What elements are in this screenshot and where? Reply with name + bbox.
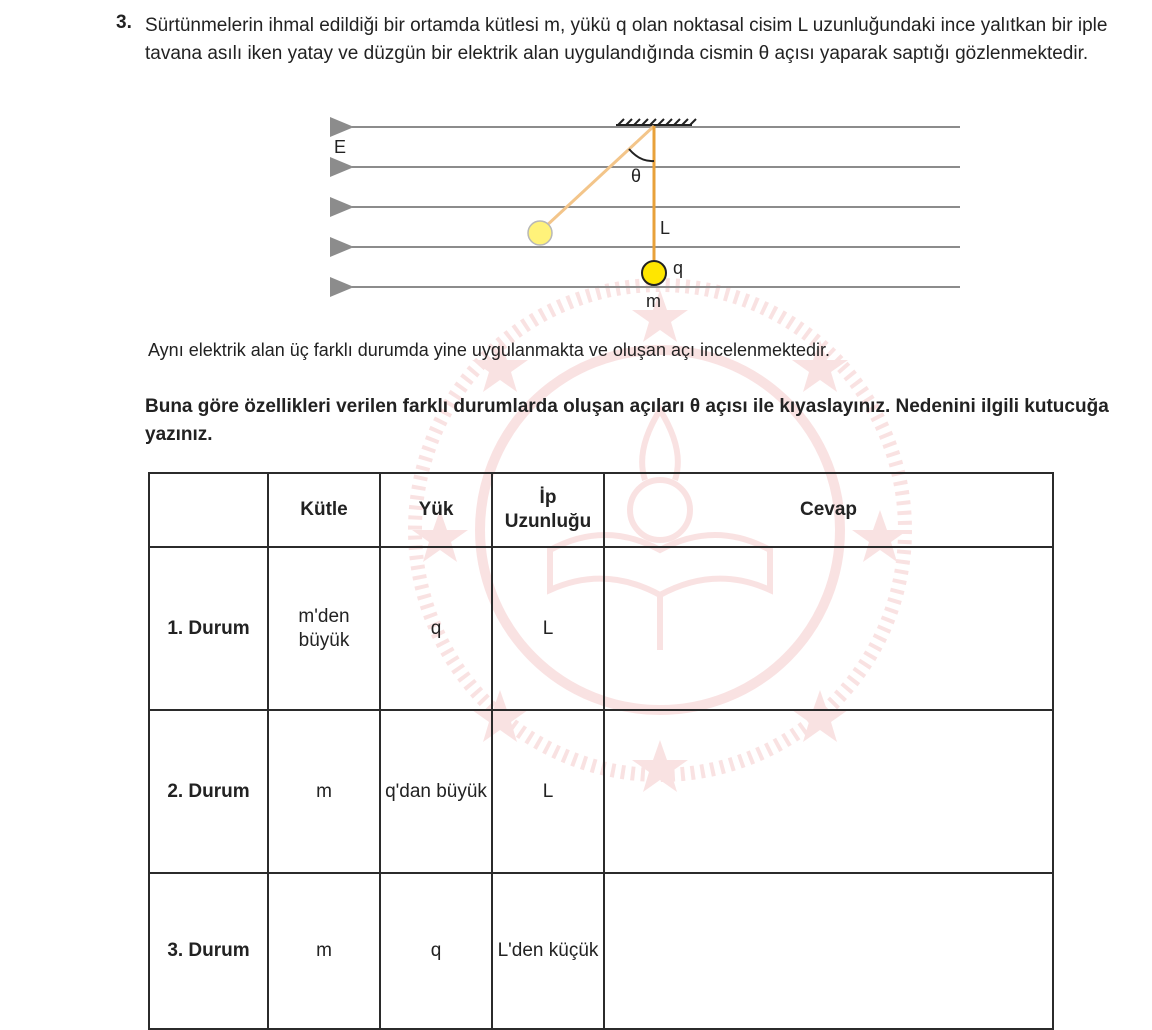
- table-row: [149, 873, 1053, 1029]
- table-header-row: [149, 473, 1053, 547]
- instruction-text: Buna göre özellikleri verilen farklı durumlarda oluşan açıları θ açısı ile kıyaslayınız. Nedenini ilgili kutucuğa yazınız.: [145, 396, 1109, 445]
- table-row: [149, 710, 1053, 873]
- header-answer: Cevap: [604, 473, 1053, 547]
- mass-cell: m: [268, 873, 380, 1029]
- angle-arc: [629, 149, 654, 161]
- answer-cell[interactable]: [604, 710, 1053, 873]
- answer-cell[interactable]: [604, 873, 1053, 1029]
- comparison-table: [148, 472, 1054, 1030]
- row-label: 1. Durum: [149, 547, 268, 710]
- answer-cell[interactable]: [604, 547, 1053, 710]
- length-cell: L: [492, 547, 604, 710]
- charge-label: q: [673, 258, 684, 278]
- hanging-ball: [642, 261, 666, 285]
- length-cell: L'den küçük: [492, 873, 604, 1029]
- row-label: 3. Durum: [149, 873, 268, 1029]
- header-empty: [149, 473, 268, 547]
- header-mass: Kütle: [268, 473, 380, 547]
- header-length: İp Uzunluğu: [492, 473, 604, 547]
- ceiling-hatch: [616, 119, 696, 125]
- table-row: [149, 547, 1053, 710]
- angle-label: θ: [631, 166, 642, 186]
- mass-cell: m: [268, 710, 380, 873]
- followup-text: Aynı elektrik alan üç farklı durumda yine uygulanmakta ve oluşan açı incelenmektedir.: [148, 340, 831, 360]
- mass-label: m: [646, 291, 661, 311]
- length-label: L: [660, 218, 671, 238]
- charge-cell: q: [380, 547, 492, 710]
- mass-cell: m'den büyük: [268, 547, 380, 710]
- field-label: E: [334, 137, 347, 157]
- header-charge: Yük: [380, 473, 492, 547]
- row-label: 2. Durum: [149, 710, 268, 873]
- pendulum-field-diagram: [320, 110, 980, 320]
- question-text: Sürtünmelerin ihmal edildiği bir ortamda kütlesi m, yükü q olan noktasal cisim L uzunluğundaki ince yalıtkan bir iple tavana asılı iken yatay ve düzgün bir elektrik alan uygulandığında cismin θ açısı yaparak saptığı gözlenmektedir.: [145, 15, 1108, 64]
- charge-cell: q'dan büyük: [380, 710, 492, 873]
- charge-cell: q: [380, 873, 492, 1029]
- deflected-ball: [528, 221, 552, 245]
- length-cell: L: [492, 710, 604, 873]
- question-number: 3.: [116, 12, 132, 33]
